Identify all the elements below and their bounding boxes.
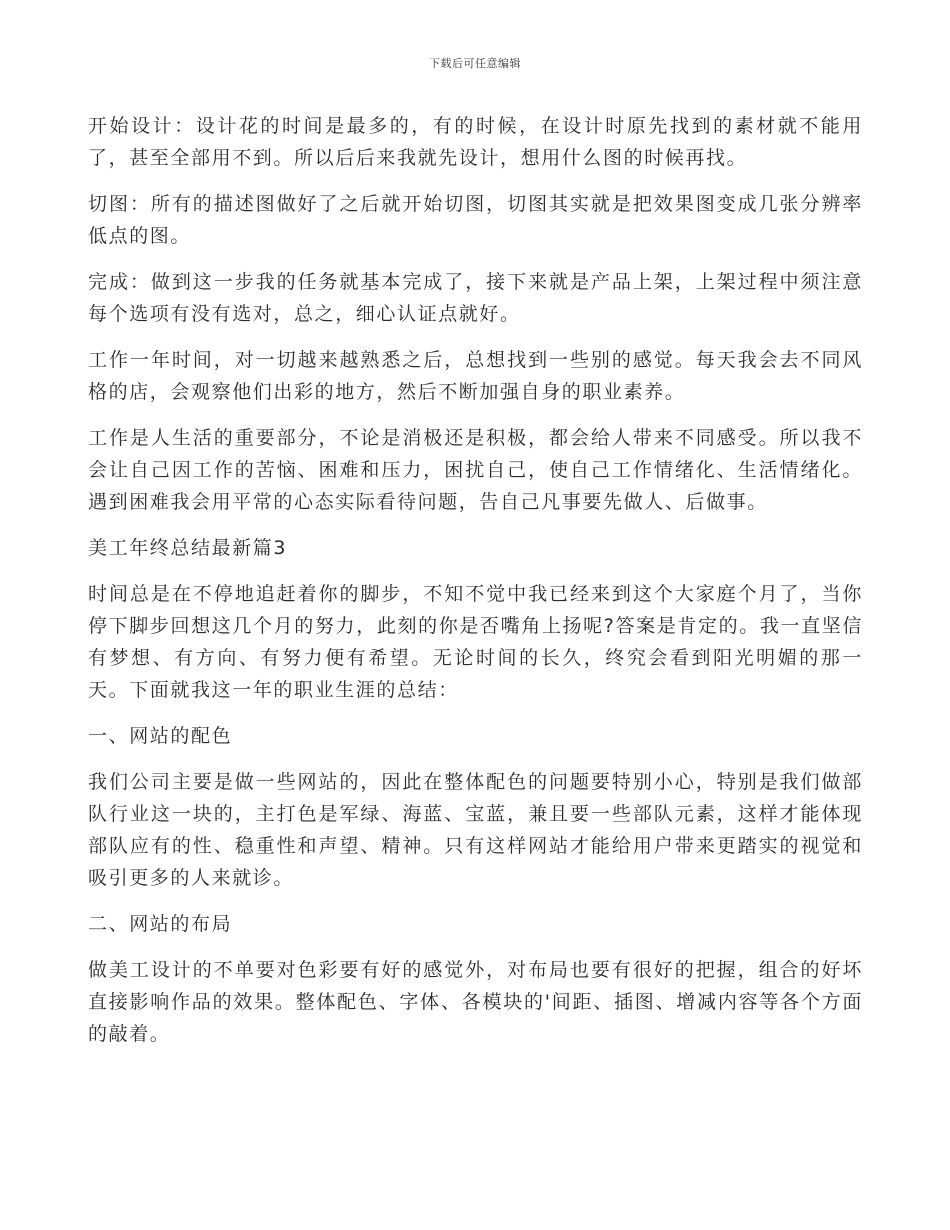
paragraph-color-scheme: 我们公司主要是做一些网站的，因此在整体配色的问题要特别小心，特别是我们做部队行业这一块的，主打色是军绿、海蓝、宝蓝，兼且要一些部队元素，这样才能体现部队应有的性、稳重性和声望、精神。只有这样网站才能给用户带来更踏实的视觉和吸引更多的人来就诊。 bbox=[88, 771, 863, 889]
paragraph-slicing: 切图：所有的描述图做好了之后就开始切图，切图其实就是把效果图变成几张分辨率低点的图。 bbox=[88, 193, 863, 247]
paragraph-start-design: 开始设计：设计花的时间是最多的，有的时候，在设计时原先找到的素材就不能用了，甚至全部用不到。所以后后来我就先设计，想用什么图的时候再找。 bbox=[88, 115, 863, 169]
section-title-part3: 美工年终总结最新篇3 bbox=[88, 537, 288, 559]
page-header: 下载后可任意编辑 bbox=[429, 57, 521, 70]
document-body bbox=[88, 110, 863, 1064]
heading-color-scheme: 一、网站的配色 bbox=[88, 725, 233, 747]
paragraph-layout: 做美工设计的不单要对色彩要有好的感觉外，对布局也要有很好的把握，组合的好坏直接影响作品的效果。整体配色、字体、各模块的'间距、插图、增减内容等各个方面的敲着。 bbox=[88, 959, 863, 1045]
paragraph-work-life: 工作是人生活的重要部分，不论是消极还是积极，都会给人带来不同感受。所以我不会让自己因工作的苦恼、困难和压力，困扰自己，使自己工作情绪化、生活情绪化。遇到困难我会用平常的心态实际看待问题，告自己凡事要先做人、后做事。 bbox=[88, 427, 863, 513]
paragraph-one-year: 工作一年时间，对一切越来越熟悉之后，总想找到一些别的感觉。每天我会去不同风格的店，会观察他们出彩的地方，然后不断加强自身的职业素养。 bbox=[88, 349, 863, 403]
paragraph-completion: 完成：做到这一步我的任务就基本完成了，接下来就是产品上架，上架过程中须注意每个选项有没有选对，总之，细心认证点就好。 bbox=[88, 271, 863, 325]
heading-layout: 二、网站的布局 bbox=[88, 913, 233, 935]
paragraph-time-chasing: 时间总是在不停地追赶着你的脚步，不知不觉中我已经来到这个大家庭个月了，当你停下脚步回想这几个月的努力，此刻的你是否嘴角上扬呢?答案是肯定的。我一直坚信有梦想、有方向、有努力便有希望。无论时间的长久，终究会看到阳光明媚的那一天。下面就我这一年的职业生涯的总结： bbox=[88, 583, 863, 701]
